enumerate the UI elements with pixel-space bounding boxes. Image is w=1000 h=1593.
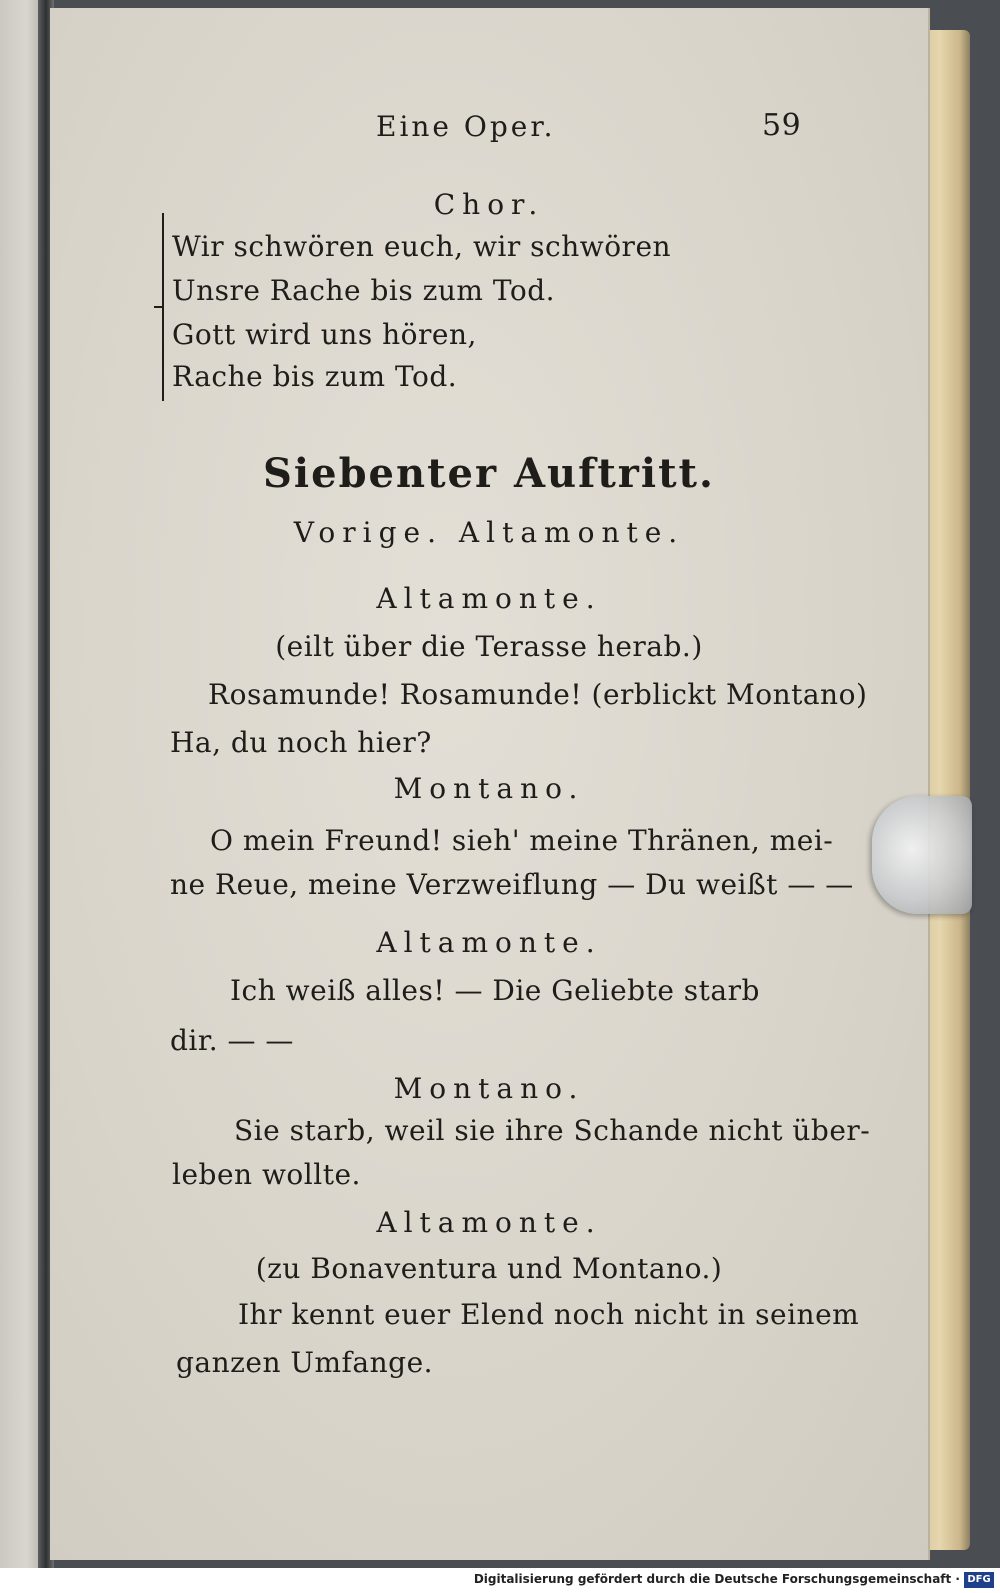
speaker-altamonte-1: Altamonte.: [376, 582, 602, 615]
dialogue-line-3a: Ich weiß alles! — Die Geliebte starb: [230, 974, 760, 1007]
scene-title: Siebenter Auftritt.: [263, 450, 715, 497]
stage-direction-5: (zu Bonaventura und Montano.): [255, 1252, 723, 1285]
dialogue-line-3b: dir. — —: [170, 1024, 294, 1057]
dialogue-line-4a: Sie starb, weil sie ihre Schande nicht über-: [234, 1114, 871, 1147]
dialogue-line-1a: Rosamunde! Rosamunde! (erblickt Montano): [208, 678, 868, 711]
chorus-brace-tip: [154, 306, 162, 308]
chorus-line-1: Wir schwören euch, wir schwören: [172, 230, 672, 263]
speaker-montano-2: Montano.: [393, 1072, 585, 1105]
dialogue-line-1b: Ha, du noch hier?: [170, 726, 432, 759]
dialogue-line-2a: O mein Freund! sieh' meine Thränen, mei-: [210, 824, 834, 857]
speaker-montano-1: Montano.: [393, 772, 585, 805]
dialogue-line-5b: ganzen Umfange.: [176, 1346, 434, 1379]
plastic-page-clip: [872, 796, 972, 914]
chorus-line-4: Rache bis zum Tod.: [172, 360, 458, 393]
funding-credit: Digitalisierung gefördert durch die Deutsche Forschungsgemeinschaft ·: [473, 1572, 960, 1586]
scene-cast: Vorige. Altamonte.: [293, 516, 685, 549]
page-number: 59: [762, 108, 802, 143]
chorus-line-3: Gott wird uns hören,: [172, 318, 477, 351]
chorus-line-2: Unsre Rache bis zum Tod.: [172, 274, 556, 307]
dialogue-line-4b: leben wollte.: [172, 1158, 361, 1191]
dialogue-line-2b: ne Reue, meine Verzweiflung — Du weißt — —: [170, 868, 854, 901]
footer-bar: [0, 1568, 1000, 1593]
running-header: Eine Oper.: [376, 110, 556, 143]
book-page: [50, 8, 930, 1560]
dfg-logo: DFG: [964, 1572, 994, 1588]
dialogue-line-5a: Ihr kennt euer Elend noch nicht in seinem: [238, 1298, 860, 1331]
stage-direction-1: (eilt über die Terasse herab.): [275, 630, 703, 663]
speaker-altamonte-3: Altamonte.: [376, 1206, 602, 1239]
chorus-speaker: Chor.: [433, 188, 545, 221]
speaker-altamonte-2: Altamonte.: [376, 926, 602, 959]
